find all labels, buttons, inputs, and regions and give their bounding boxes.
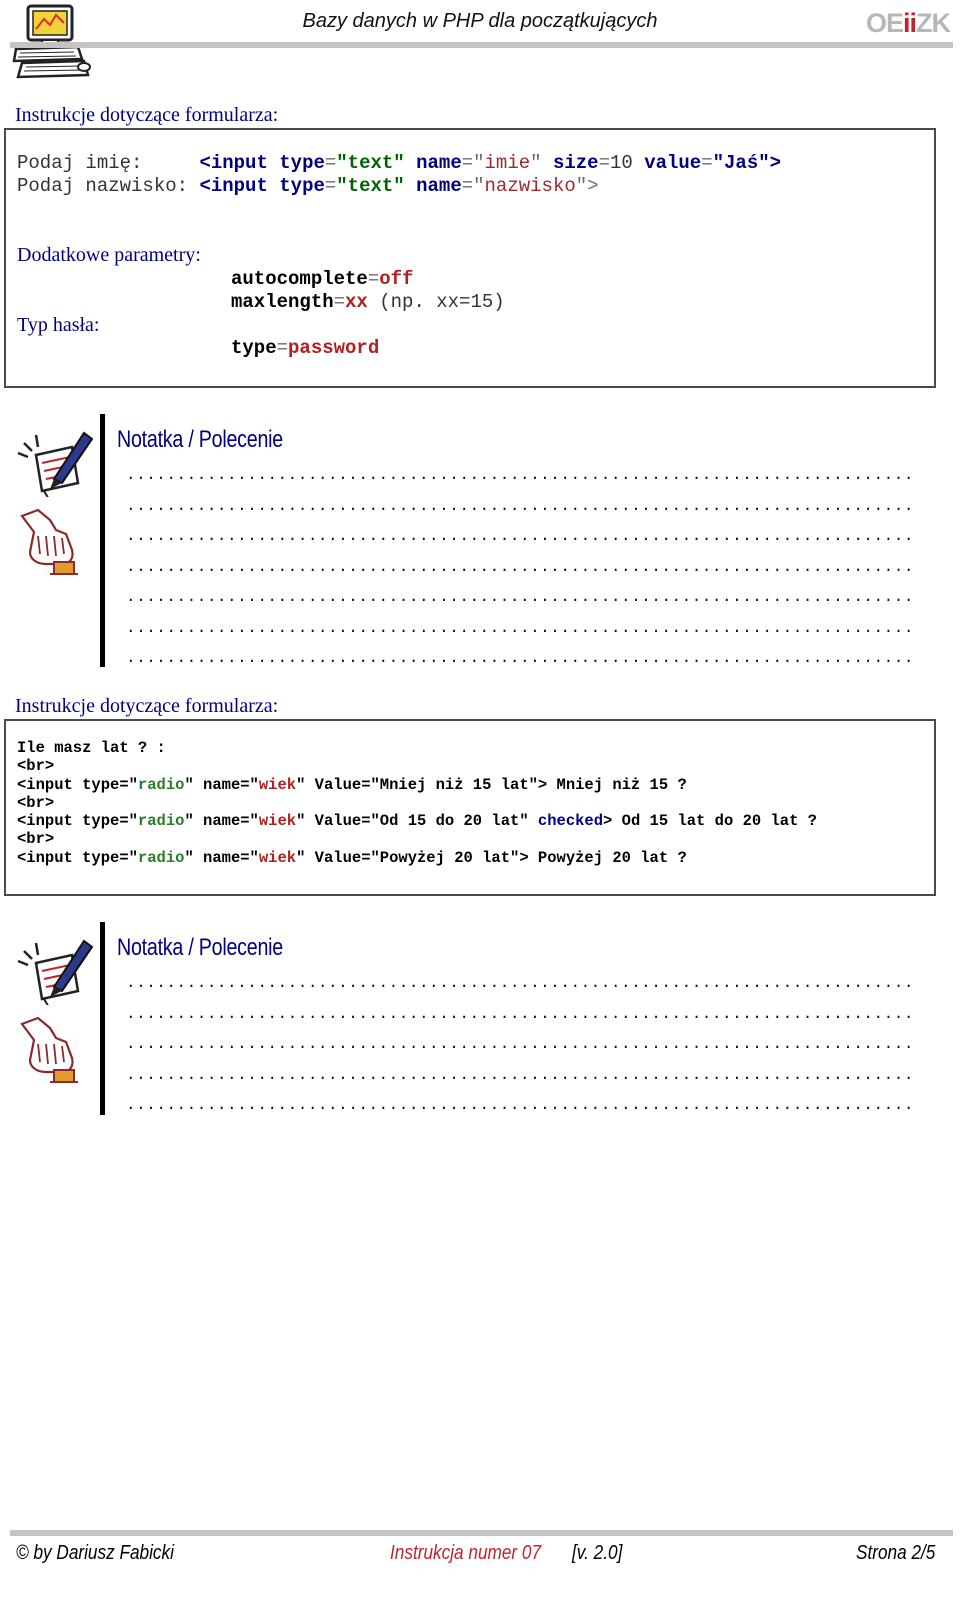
note-title: Notatka / Polecenie: [117, 934, 283, 961]
code-line-first-name: Podaj imię: <input type="text" name="imie" size=10 value="Jaś">: [17, 152, 782, 174]
hand-pointer-icon: [16, 1014, 82, 1086]
dotted-line: ..............................................................................: [126, 1096, 914, 1114]
header-divider: [10, 42, 953, 48]
dotted-line: ..............................................................................: [126, 1004, 914, 1023]
param-maxlength: maxlength=xx (np. xx=15): [231, 291, 505, 313]
code-block-radio: Ile masz lat ? : <br> <input type="radio" name="wiek" Value="Mniej niż 15 lat"> Mniej niż 15 ? <br> <input type="radio" name="wiek" Value="Od 15 do 20 lat" checked> Od 15 lat do 20 lat ? <br> <input type="radio" name="wiek" Value="Powyżej 20 lat"> Powyżej 20 lat ?: [17, 739, 817, 867]
footer-author: © by Dariusz Fabicki: [16, 1542, 174, 1564]
footer-instruction-number: Instrukcja numer 07: [390, 1542, 542, 1564]
param-type-password: type=password: [231, 337, 380, 359]
password-type-heading: Typ hasła:: [17, 314, 100, 336]
extra-params-heading: Dodatkowe parametry:: [17, 244, 201, 266]
code-box-text-inputs: [4, 128, 936, 388]
note-dotted-lines: [126, 974, 926, 1127]
note-margin-bar: [100, 922, 105, 1115]
footer-version: [v. 2.0]: [572, 1542, 623, 1564]
section-heading: Instrukcje dotyczące formularza:: [15, 104, 279, 126]
dotted-line: ..............................................................................: [126, 466, 914, 484]
param-autocomplete: autocomplete=off: [231, 268, 414, 290]
oeiizk-logo: OEiiZK: [865, 8, 950, 38]
dotted-line: ..............................................................................: [126, 557, 914, 576]
footer-divider: [10, 1530, 953, 1536]
pencil-note-icon: [14, 425, 94, 497]
dotted-line: ..............................................................................: [126, 974, 914, 992]
note-dotted-lines: [126, 466, 926, 680]
pencil-note-icon: [14, 933, 94, 1005]
dotted-line: ..............................................................................: [126, 588, 914, 606]
note-margin-bar: [100, 414, 105, 667]
code-box-radio-inputs: [4, 719, 936, 896]
hand-pointer-icon: [16, 506, 82, 578]
dotted-line: ..............................................................................: [126, 1035, 914, 1053]
dotted-line: ..............................................................................: [126, 527, 914, 545]
note-title: Notatka / Polecenie: [117, 426, 283, 453]
dotted-line: ..............................................................................: [126, 496, 914, 515]
dotted-line: ..............................................................................: [126, 1065, 914, 1084]
section-heading: Instrukcje dotyczące formularza:: [15, 695, 279, 717]
document-header-title: Bazy danych w PHP dla początkujących: [302, 10, 658, 32]
dotted-line: ..............................................................................: [126, 649, 914, 667]
code-line-last-name: Podaj nazwisko: <input type="text" name="nazwisko">: [17, 175, 599, 197]
footer-page-number: Strona 2/5: [856, 1542, 936, 1564]
dotted-line: ..............................................................................: [126, 618, 914, 637]
